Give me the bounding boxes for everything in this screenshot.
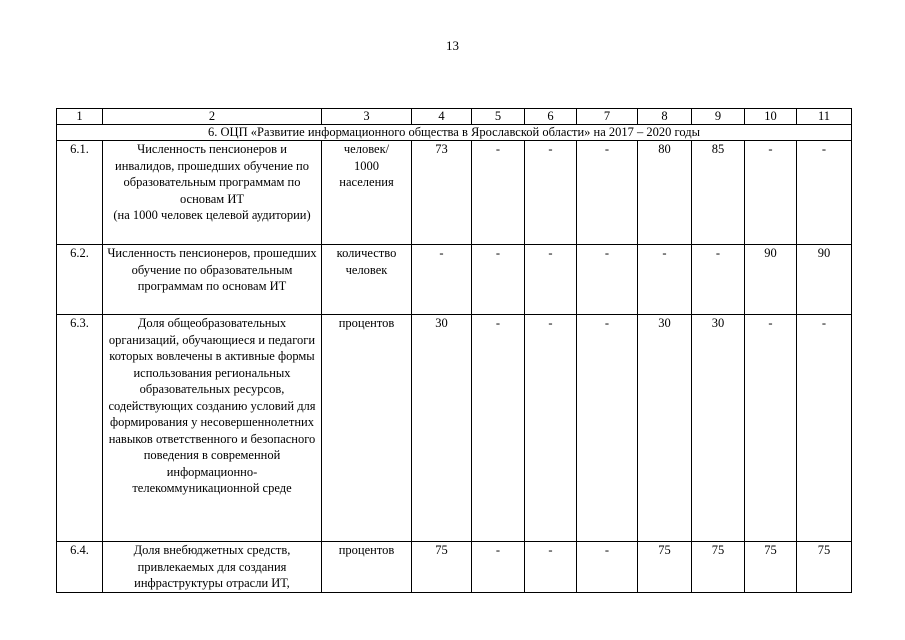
indicators-table <box>56 108 852 593</box>
indicator-name: Доля общеобразовательных организаций, обучающиеся и педагоги которых вовлечены в активные формы использования региональных образовательных ресурсов, содействующих созданию условий для формирования у несовершеннолетних навыков ответственного и безопасного поведения в современной информационно-телекоммуникационной среде <box>103 315 322 542</box>
value-cell: - <box>525 315 577 542</box>
indicator-name: Численность пенсионеров, прошедших обучение по образовательным программам по основам ИТ <box>103 245 322 315</box>
table-row <box>57 315 852 542</box>
indicator-name: Доля внебюджетных средств, привлекаемых для создания инфраструктуры отрасли ИТ, <box>103 542 322 593</box>
table-header-row <box>57 109 852 125</box>
value-cell: 80 <box>638 141 692 245</box>
column-header: 6 <box>525 109 577 125</box>
row-number: 6.2. <box>57 245 103 315</box>
value-cell: - <box>472 245 525 315</box>
column-header: 7 <box>577 109 638 125</box>
value-cell: 75 <box>692 542 745 593</box>
value-cell: - <box>472 315 525 542</box>
column-header: 8 <box>638 109 692 125</box>
value-cell: 90 <box>797 245 852 315</box>
value-cell: - <box>745 141 797 245</box>
value-cell: - <box>692 245 745 315</box>
column-header: 9 <box>692 109 745 125</box>
table-row <box>57 141 852 245</box>
value-cell: 30 <box>412 315 472 542</box>
row-number: 6.1. <box>57 141 103 245</box>
unit-of-measure: процентов <box>322 315 412 542</box>
value-cell: 30 <box>692 315 745 542</box>
column-header: 4 <box>412 109 472 125</box>
value-cell: 85 <box>692 141 745 245</box>
column-header: 3 <box>322 109 412 125</box>
value-cell: - <box>525 245 577 315</box>
section-row <box>57 125 852 141</box>
value-cell: - <box>577 245 638 315</box>
value-cell: - <box>745 315 797 542</box>
value-cell: 73 <box>412 141 472 245</box>
table-row <box>57 542 852 593</box>
value-cell: - <box>525 542 577 593</box>
value-cell: - <box>525 141 577 245</box>
page-number: 13 <box>446 38 459 53</box>
value-cell: 30 <box>638 315 692 542</box>
value-cell: 75 <box>638 542 692 593</box>
column-header: 10 <box>745 109 797 125</box>
value-cell: - <box>577 542 638 593</box>
column-header: 5 <box>472 109 525 125</box>
value-cell: - <box>412 245 472 315</box>
column-header: 2 <box>103 109 322 125</box>
row-number: 6.4. <box>57 542 103 593</box>
column-header: 11 <box>797 109 852 125</box>
unit-of-measure: человек/ 1000 населения <box>322 141 412 245</box>
indicator-name: Численность пенсионеров и инвалидов, прошедших обучение по образовательным программам по основам ИТ (на 1000 человек целевой аудитории) <box>103 141 322 245</box>
value-cell: - <box>638 245 692 315</box>
row-number: 6.3. <box>57 315 103 542</box>
unit-of-measure: процентов <box>322 542 412 593</box>
value-cell: - <box>577 141 638 245</box>
value-cell: - <box>472 542 525 593</box>
value-cell: 75 <box>745 542 797 593</box>
value-cell: - <box>797 141 852 245</box>
unit-of-measure: количество человек <box>322 245 412 315</box>
value-cell: - <box>472 141 525 245</box>
value-cell: - <box>577 315 638 542</box>
section-title: 6. ОЦП «Развитие информационного общества в Ярославской области» на 2017 – 2020 годы <box>57 125 852 141</box>
column-header: 1 <box>57 109 103 125</box>
value-cell: - <box>797 315 852 542</box>
table-row <box>57 245 852 315</box>
value-cell: 90 <box>745 245 797 315</box>
value-cell: 75 <box>412 542 472 593</box>
value-cell: 75 <box>797 542 852 593</box>
